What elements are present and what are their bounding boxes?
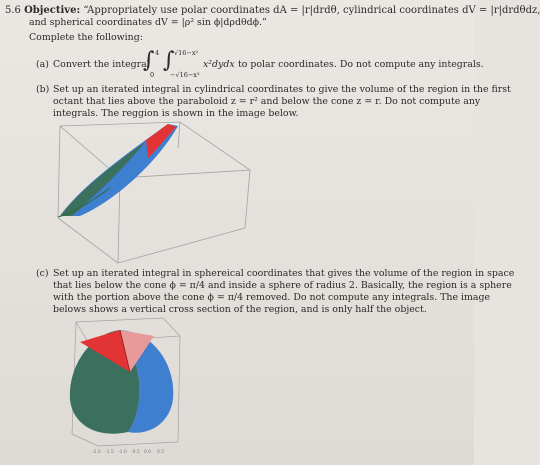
- part-c-line-4: belows shows a vertical cross section of the region, and is only half the object.: [53, 304, 427, 315]
- inner-integral-sign: ∫: [163, 48, 175, 73]
- part-c-line-3: with the portion above the cone ϕ = π/4 removed. Do not compute any integrals. The image: [53, 292, 491, 303]
- part-a-label: (a): [36, 59, 49, 70]
- part-b-label: (b): [36, 84, 50, 95]
- figure-c-surface: [70, 330, 173, 434]
- tick-label: -0.5: [131, 450, 140, 455]
- objective-line-1: “Appropriately use polar coordinates dA = |r|drdθ, cylindrical coordinates dV = |r|drdθdz,: [83, 5, 540, 16]
- objective-label: Objective:: [24, 5, 81, 16]
- part-b-line-2: octant that lies above the paraboloid z = r² and below the cone z = r. Do not compute any: [53, 96, 481, 107]
- problem-number: 5.6: [5, 5, 21, 16]
- tick-label: 0.5: [157, 450, 165, 455]
- part-a-lead-text: Convert the integral: [53, 59, 150, 70]
- problem-header: [5, 5, 540, 16]
- tick-label: -1.5: [105, 450, 114, 455]
- outer-lower-limit: 0: [150, 71, 155, 79]
- figure-b-surface: [58, 124, 178, 217]
- inner-lower-limit: −√16−x²: [170, 71, 200, 79]
- part-b-line-1: Set up an iterated integral in cylindrical coordinates to give the volume of the region in the first: [53, 84, 511, 95]
- outer-upper-limit: 4: [155, 49, 160, 57]
- tick-label: 0.0: [144, 450, 152, 455]
- part-b-line-3: integrals. The reggion is shown in the image below.: [53, 108, 299, 119]
- part-c-line-1: Set up an iterated integral in sphereical coordinates that gives the volume of the region in space: [53, 268, 515, 279]
- integrand: x²dydx: [203, 59, 235, 70]
- tick-label: -1.0: [118, 450, 127, 455]
- part-c-line-2: that lies below the cone ϕ = π/4 and inside a sphere of radius 2. Basically, the region is a sphere: [53, 280, 512, 291]
- instruction-text: Complete the following:: [29, 32, 143, 43]
- figure-c-sphere-plot: [58, 314, 193, 456]
- part-a-trail-text: to polar coordinates. Do not compute any integrals.: [238, 59, 484, 70]
- outer-integral-sign: ∫: [143, 48, 155, 73]
- tick-label: -2.0: [92, 450, 101, 455]
- objective-line-2: and spherical coordinates dV = |ρ² sin ϕ|dρdθdϕ.”: [29, 17, 267, 28]
- figure-c-bottom-ticks: [92, 449, 164, 455]
- inner-upper-limit: √16−x²: [174, 49, 199, 57]
- figure-b-region-plot: [50, 118, 290, 266]
- part-c-label: (c): [36, 268, 49, 279]
